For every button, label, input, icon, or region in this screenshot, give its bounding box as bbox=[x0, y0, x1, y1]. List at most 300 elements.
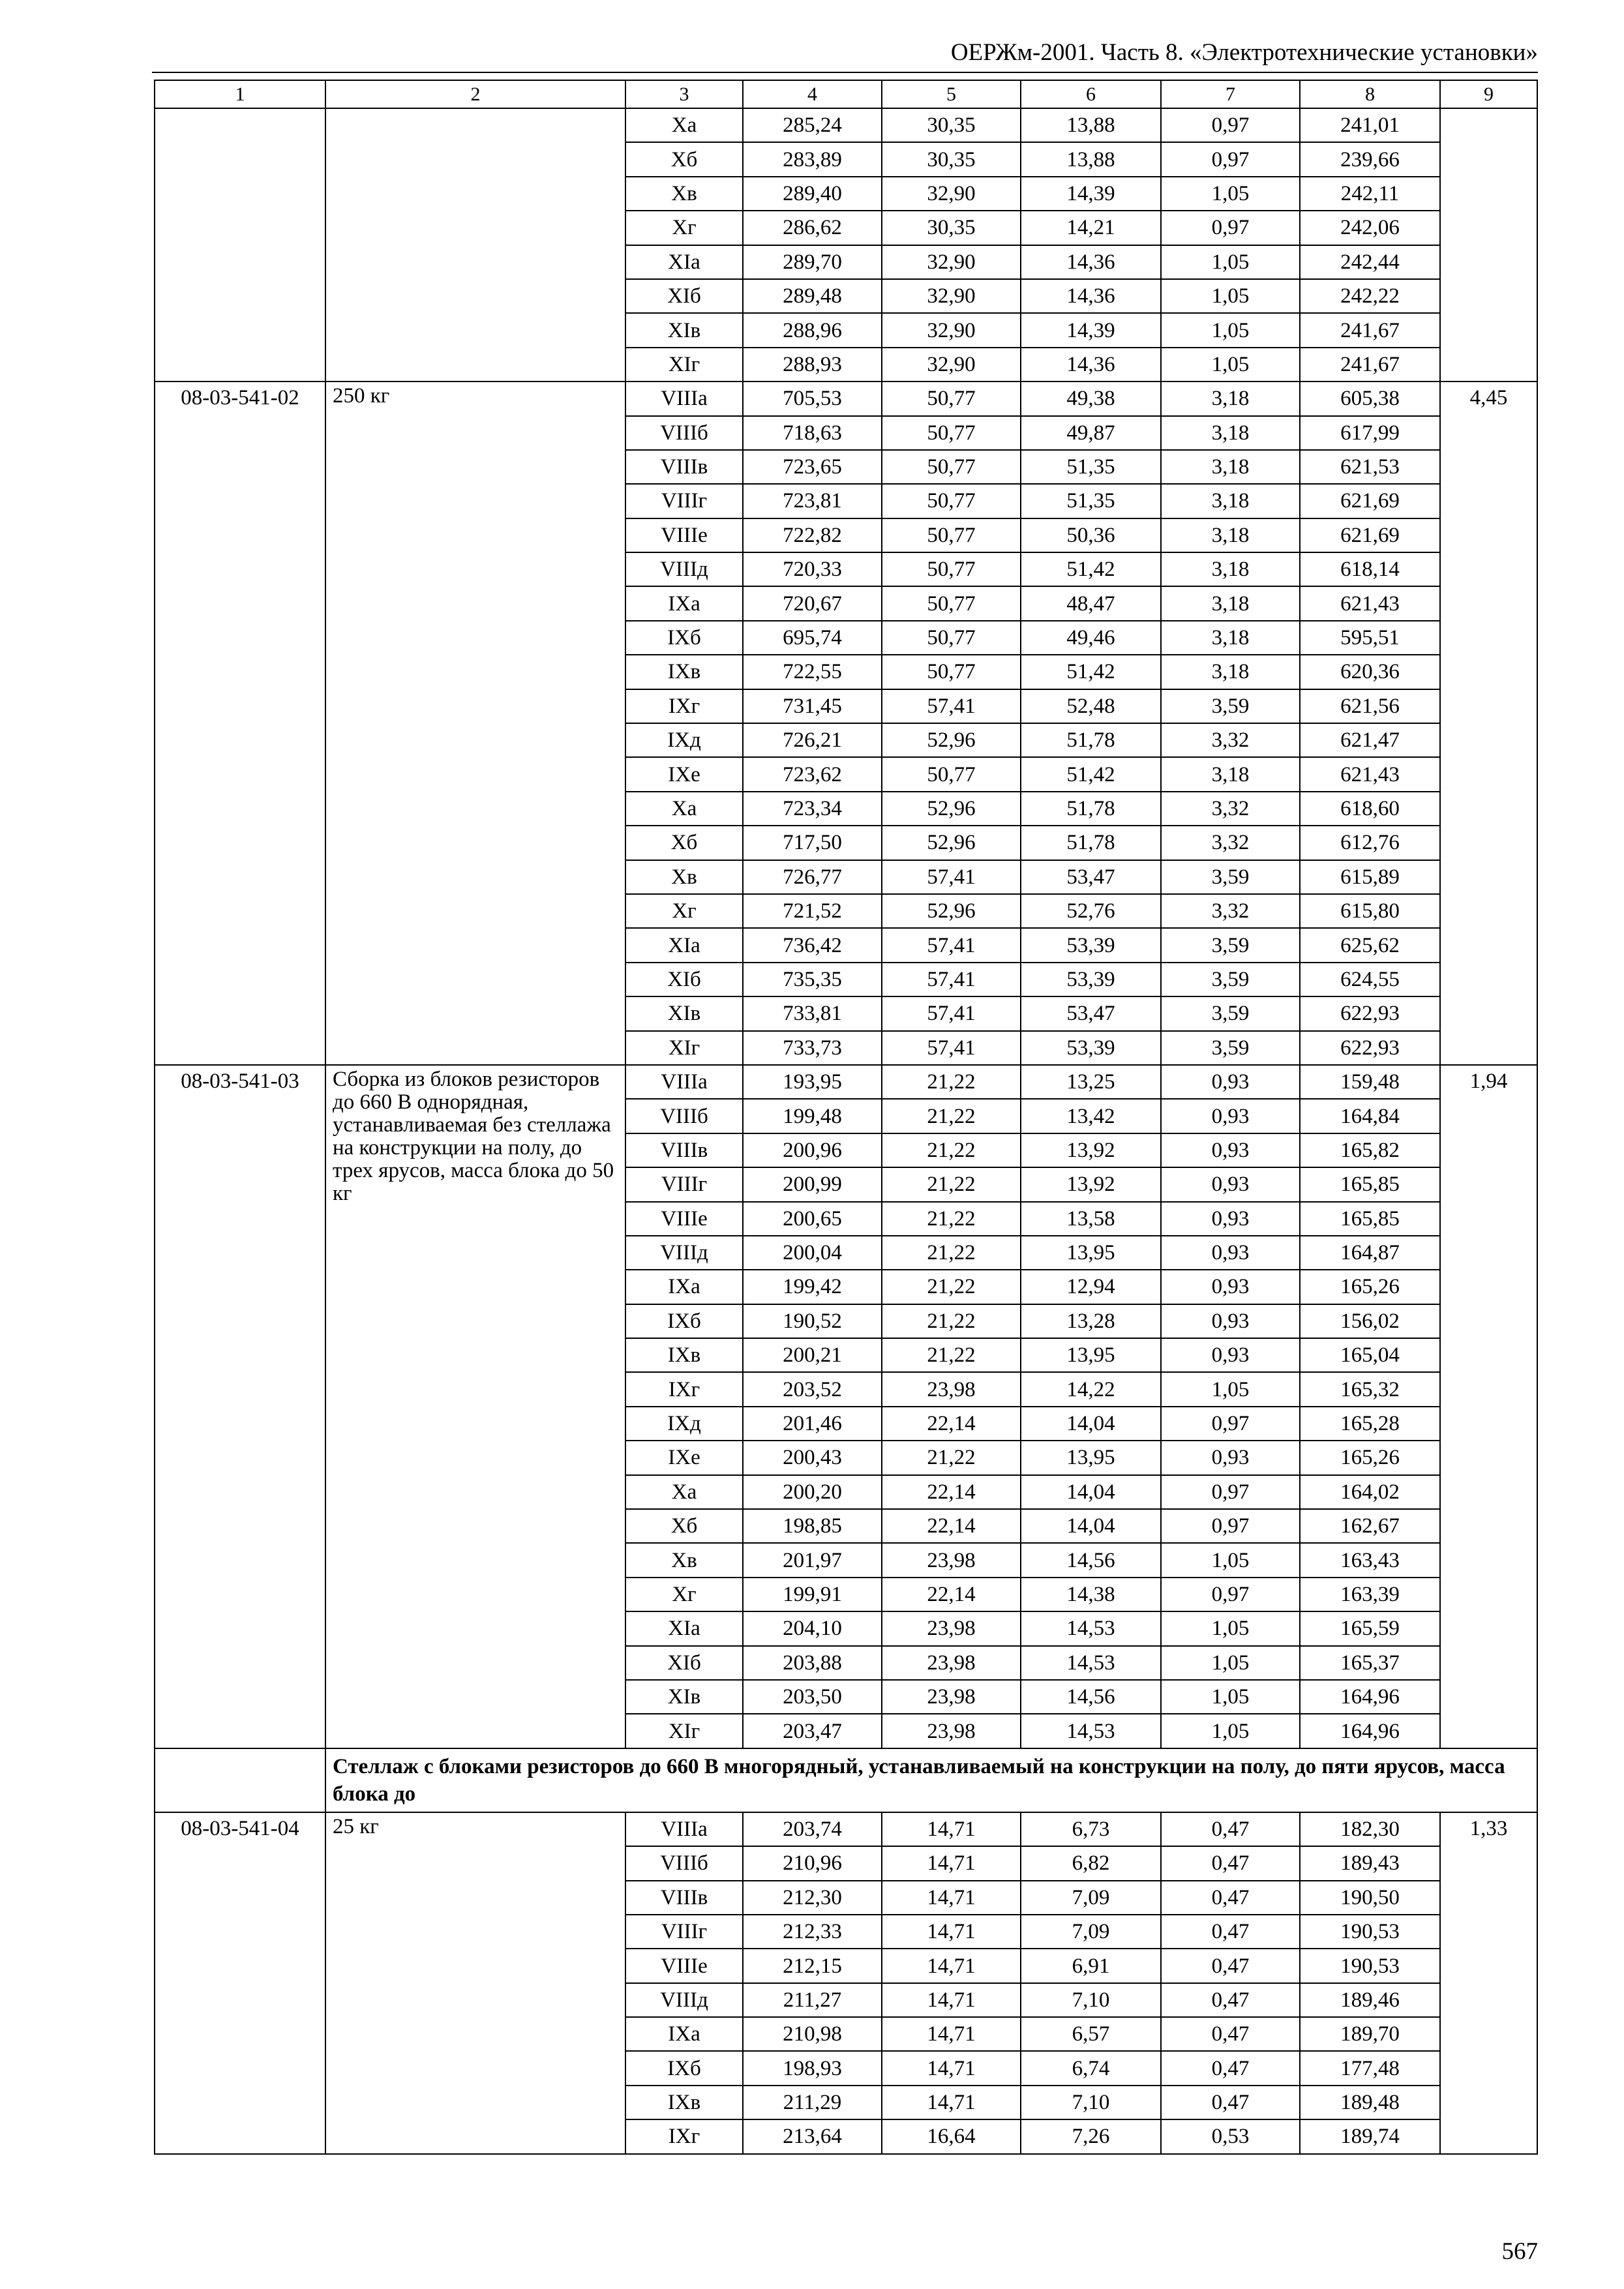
machine-wages: 0,93 bbox=[1161, 1065, 1300, 1099]
labor-wages: 21,22 bbox=[882, 1441, 1021, 1474]
direct-cost: 200,65 bbox=[743, 1202, 882, 1236]
labor-wages: 21,22 bbox=[882, 1167, 1021, 1201]
region-zone: VIIIе bbox=[625, 1949, 743, 1982]
column-number: 4 bbox=[743, 80, 882, 108]
machine-wages: 0,47 bbox=[1161, 1846, 1300, 1880]
labor-wages: 30,35 bbox=[882, 108, 1021, 142]
direct-cost: 736,42 bbox=[743, 928, 882, 962]
materials: 189,74 bbox=[1300, 2119, 1440, 2153]
machine-wages: 3,18 bbox=[1161, 621, 1300, 655]
materials: 241,67 bbox=[1300, 348, 1440, 382]
direct-cost: 723,81 bbox=[743, 484, 882, 518]
region-zone: XIг bbox=[625, 1714, 743, 1748]
labor-wages: 14,71 bbox=[882, 1915, 1021, 1949]
direct-cost: 286,62 bbox=[743, 211, 882, 245]
machine-wages: 0,93 bbox=[1161, 1304, 1300, 1338]
labor-wages: 21,22 bbox=[882, 1338, 1021, 1372]
materials: 621,69 bbox=[1300, 518, 1440, 552]
machine-wages: 1,05 bbox=[1161, 313, 1300, 347]
machine-operation: 14,36 bbox=[1021, 279, 1161, 313]
materials: 190,53 bbox=[1300, 1915, 1440, 1949]
machine-wages: 0,53 bbox=[1161, 2119, 1300, 2153]
direct-cost: 723,65 bbox=[743, 450, 882, 484]
machine-operation: 7,10 bbox=[1021, 2086, 1161, 2119]
materials: 164,96 bbox=[1300, 1714, 1440, 1748]
machine-operation: 49,87 bbox=[1021, 416, 1161, 450]
machine-wages: 3,59 bbox=[1161, 1031, 1300, 1065]
materials: 165,85 bbox=[1300, 1167, 1440, 1201]
machine-wages: 0,47 bbox=[1161, 1949, 1300, 1982]
materials: 241,67 bbox=[1300, 313, 1440, 347]
labor-wages: 23,98 bbox=[882, 1543, 1021, 1577]
machine-wages: 3,32 bbox=[1161, 826, 1300, 860]
materials: 621,43 bbox=[1300, 757, 1440, 791]
materials: 242,22 bbox=[1300, 279, 1440, 313]
machine-operation: 53,47 bbox=[1021, 860, 1161, 894]
region-zone: VIIIб bbox=[625, 1846, 743, 1880]
direct-cost: 283,89 bbox=[743, 142, 882, 176]
machine-wages: 3,18 bbox=[1161, 450, 1300, 484]
labor-wages: 21,22 bbox=[882, 1304, 1021, 1338]
machine-wages: 3,32 bbox=[1161, 723, 1300, 757]
region-zone: Xг bbox=[625, 894, 743, 928]
region-zone: XIa bbox=[625, 245, 743, 279]
labor-wages: 21,22 bbox=[882, 1133, 1021, 1167]
materials: 618,60 bbox=[1300, 792, 1440, 826]
machine-operation: 7,10 bbox=[1021, 1983, 1161, 2017]
region-zone: IXб bbox=[625, 1304, 743, 1338]
labor-wages: 14,71 bbox=[882, 2051, 1021, 2085]
machine-wages: 1,05 bbox=[1161, 245, 1300, 279]
direct-cost: 285,24 bbox=[743, 108, 882, 142]
labor-wages: 22,14 bbox=[882, 1407, 1021, 1441]
machine-operation: 51,35 bbox=[1021, 484, 1161, 518]
machine-wages: 0,47 bbox=[1161, 2086, 1300, 2119]
machine-operation: 6,73 bbox=[1021, 1812, 1161, 1846]
labor-wages: 14,71 bbox=[882, 2086, 1021, 2119]
machine-operation: 6,57 bbox=[1021, 2017, 1161, 2051]
region-zone: VIIIд bbox=[625, 552, 743, 586]
labor-wages: 52,96 bbox=[882, 826, 1021, 860]
machine-wages: 3,18 bbox=[1161, 757, 1300, 791]
labor-wages: 50,77 bbox=[882, 518, 1021, 552]
region-zone: IXд bbox=[625, 723, 743, 757]
labor-wages: 50,77 bbox=[882, 416, 1021, 450]
materials: 165,04 bbox=[1300, 1338, 1440, 1372]
machine-wages: 3,59 bbox=[1161, 860, 1300, 894]
direct-cost: 200,20 bbox=[743, 1475, 882, 1509]
direct-cost: 289,70 bbox=[743, 245, 882, 279]
machine-wages: 3,18 bbox=[1161, 382, 1300, 415]
machine-operation: 52,76 bbox=[1021, 894, 1161, 928]
direct-cost: 203,52 bbox=[743, 1372, 882, 1406]
machine-operation: 13,92 bbox=[1021, 1133, 1161, 1167]
header-rule bbox=[152, 72, 1538, 73]
machine-operation: 53,39 bbox=[1021, 928, 1161, 962]
column-number: 5 bbox=[882, 80, 1021, 108]
machine-operation: 14,56 bbox=[1021, 1543, 1161, 1577]
rate-code: 08-03-541-02 bbox=[155, 382, 325, 1065]
labor-wages: 21,22 bbox=[882, 1202, 1021, 1236]
direct-cost: 717,50 bbox=[743, 826, 882, 860]
direct-cost: 199,42 bbox=[743, 1270, 882, 1304]
labor-wages: 14,71 bbox=[882, 2017, 1021, 2051]
machine-wages: 3,18 bbox=[1161, 484, 1300, 518]
labor-wages: 21,22 bbox=[882, 1065, 1021, 1099]
direct-cost: 204,10 bbox=[743, 1611, 882, 1645]
direct-cost: 203,88 bbox=[743, 1646, 882, 1680]
region-zone: IXб bbox=[625, 621, 743, 655]
rate-description: Сборка из блоков резисторов до 660 В однорядная, устанавливаемая без стеллажа на конструкции на полу, до трех ярусов, масса блока до 50 кг bbox=[325, 1065, 625, 1748]
direct-cost: 289,48 bbox=[743, 279, 882, 313]
rate-code: 08-03-541-04 bbox=[155, 1812, 325, 2154]
machine-wages: 3,59 bbox=[1161, 689, 1300, 723]
direct-cost: 733,73 bbox=[743, 1031, 882, 1065]
labor-wages: 21,22 bbox=[882, 1099, 1021, 1133]
machine-operation: 7,09 bbox=[1021, 1881, 1161, 1915]
machine-operation: 14,04 bbox=[1021, 1509, 1161, 1543]
direct-cost: 201,46 bbox=[743, 1407, 882, 1441]
machine-operation: 7,26 bbox=[1021, 2119, 1161, 2153]
region-zone: VIIIa bbox=[625, 382, 743, 415]
materials: 164,87 bbox=[1300, 1236, 1440, 1270]
machine-wages: 1,05 bbox=[1161, 1372, 1300, 1406]
page-number: 567 bbox=[1501, 2238, 1538, 2265]
materials: 625,62 bbox=[1300, 928, 1440, 962]
materials: 621,69 bbox=[1300, 484, 1440, 518]
materials: 164,84 bbox=[1300, 1099, 1440, 1133]
machine-wages: 3,32 bbox=[1161, 894, 1300, 928]
region-zone: Xв bbox=[625, 177, 743, 211]
direct-cost: 212,30 bbox=[743, 1881, 882, 1915]
region-zone: Xб bbox=[625, 142, 743, 176]
labor-wages: 50,77 bbox=[882, 655, 1021, 689]
materials: 164,96 bbox=[1300, 1680, 1440, 1714]
machine-operation: 50,36 bbox=[1021, 518, 1161, 552]
machine-wages: 0,97 bbox=[1161, 142, 1300, 176]
machine-operation: 13,88 bbox=[1021, 108, 1161, 142]
labor-wages: 23,98 bbox=[882, 1372, 1021, 1406]
materials: 239,66 bbox=[1300, 142, 1440, 176]
direct-cost: 200,99 bbox=[743, 1167, 882, 1201]
materials: 621,56 bbox=[1300, 689, 1440, 723]
machine-operation: 7,09 bbox=[1021, 1915, 1161, 1949]
machine-operation: 13,95 bbox=[1021, 1236, 1161, 1270]
region-zone: XIб bbox=[625, 1646, 743, 1680]
page-header: ОЕРЖм-2001. Часть 8. «Электротехнические установки» bbox=[950, 39, 1538, 66]
machine-operation: 6,82 bbox=[1021, 1846, 1161, 1880]
labor-wages: 22,14 bbox=[882, 1475, 1021, 1509]
labor-wages: 57,41 bbox=[882, 996, 1021, 1030]
rate-description: 250 кг bbox=[325, 382, 625, 1065]
direct-cost: 723,34 bbox=[743, 792, 882, 826]
machine-wages: 0,47 bbox=[1161, 1983, 1300, 2017]
region-zone: Xв bbox=[625, 1543, 743, 1577]
direct-cost: 726,77 bbox=[743, 860, 882, 894]
rate-description: 25 кг bbox=[325, 1812, 625, 2154]
table-row bbox=[155, 1812, 1537, 1846]
machine-wages: 1,05 bbox=[1161, 348, 1300, 382]
region-zone: Xб bbox=[625, 826, 743, 860]
materials: 615,80 bbox=[1300, 894, 1440, 928]
materials: 163,43 bbox=[1300, 1543, 1440, 1577]
materials: 621,53 bbox=[1300, 450, 1440, 484]
materials: 164,02 bbox=[1300, 1475, 1440, 1509]
direct-cost: 735,35 bbox=[743, 963, 882, 996]
column-number: 7 bbox=[1161, 80, 1300, 108]
region-zone: XIб bbox=[625, 963, 743, 996]
region-zone: VIIIa bbox=[625, 1812, 743, 1846]
materials: 177,48 bbox=[1300, 2051, 1440, 2085]
region-zone: XIa bbox=[625, 1611, 743, 1645]
machine-operation: 13,25 bbox=[1021, 1065, 1161, 1099]
materials: 622,93 bbox=[1300, 996, 1440, 1030]
machine-operation: 13,58 bbox=[1021, 1202, 1161, 1236]
machine-operation: 14,39 bbox=[1021, 313, 1161, 347]
labor-wages: 23,98 bbox=[882, 1680, 1021, 1714]
region-zone: IXе bbox=[625, 1441, 743, 1474]
materials: 612,76 bbox=[1300, 826, 1440, 860]
machine-operation: 13,28 bbox=[1021, 1304, 1161, 1338]
materials: 190,53 bbox=[1300, 1949, 1440, 1982]
region-zone: XIa bbox=[625, 928, 743, 962]
region-zone: VIIIе bbox=[625, 1202, 743, 1236]
machine-wages: 1,05 bbox=[1161, 1543, 1300, 1577]
machine-wages: 3,59 bbox=[1161, 928, 1300, 962]
direct-cost: 193,95 bbox=[743, 1065, 882, 1099]
region-zone: Xa bbox=[625, 108, 743, 142]
machine-operation: 14,53 bbox=[1021, 1714, 1161, 1748]
region-zone: Xг bbox=[625, 211, 743, 245]
labor-wages: 32,90 bbox=[882, 177, 1021, 211]
region-zone: VIIIa bbox=[625, 1065, 743, 1099]
materials: 605,38 bbox=[1300, 382, 1440, 415]
materials: 165,59 bbox=[1300, 1611, 1440, 1645]
region-zone: VIIIв bbox=[625, 1133, 743, 1167]
direct-cost: 720,33 bbox=[743, 552, 882, 586]
machine-operation: 13,95 bbox=[1021, 1441, 1161, 1474]
machine-wages: 1,05 bbox=[1161, 1714, 1300, 1748]
region-zone: XIв bbox=[625, 996, 743, 1030]
section-title: Стеллаж с блоками резисторов до 660 В многорядный, устанавливаемый на конструкции на полу, до пяти ярусов, масса блока до bbox=[325, 1748, 1537, 1812]
machine-wages: 0,97 bbox=[1161, 211, 1300, 245]
direct-cost: 198,93 bbox=[743, 2051, 882, 2085]
region-zone: IXв bbox=[625, 2086, 743, 2119]
materials: 162,67 bbox=[1300, 1509, 1440, 1543]
materials: 621,43 bbox=[1300, 586, 1440, 620]
region-zone: VIIIб bbox=[625, 1099, 743, 1133]
region-zone: IXa bbox=[625, 2017, 743, 2051]
direct-cost: 200,04 bbox=[743, 1236, 882, 1270]
materials: 615,89 bbox=[1300, 860, 1440, 894]
machine-operation: 14,36 bbox=[1021, 245, 1161, 279]
machine-wages: 3,32 bbox=[1161, 792, 1300, 826]
direct-cost: 211,27 bbox=[743, 1983, 882, 2017]
rate-code: 08-03-541-03 bbox=[155, 1065, 325, 1748]
labor-wages: 52,96 bbox=[882, 723, 1021, 757]
direct-cost: 289,40 bbox=[743, 177, 882, 211]
materials: 242,44 bbox=[1300, 245, 1440, 279]
machine-operation: 51,78 bbox=[1021, 723, 1161, 757]
direct-cost: 288,96 bbox=[743, 313, 882, 347]
region-zone: XIв bbox=[625, 1680, 743, 1714]
region-zone: IXa bbox=[625, 1270, 743, 1304]
machine-wages: 0,93 bbox=[1161, 1236, 1300, 1270]
direct-cost: 203,47 bbox=[743, 1714, 882, 1748]
materials: 165,26 bbox=[1300, 1270, 1440, 1304]
labor-wages: 50,77 bbox=[882, 586, 1021, 620]
region-zone: IXв bbox=[625, 655, 743, 689]
labor-wages: 23,98 bbox=[882, 1646, 1021, 1680]
machine-wages: 0,93 bbox=[1161, 1270, 1300, 1304]
section-heading-row bbox=[155, 1748, 1537, 1812]
region-zone: IXе bbox=[625, 757, 743, 791]
materials: 189,46 bbox=[1300, 1983, 1440, 2017]
labor-wages: 22,14 bbox=[882, 1509, 1021, 1543]
machine-operation: 53,39 bbox=[1021, 963, 1161, 996]
region-zone: IXв bbox=[625, 1338, 743, 1372]
region-zone: Xв bbox=[625, 860, 743, 894]
region-zone: IXг bbox=[625, 2119, 743, 2153]
region-zone: VIIIг bbox=[625, 1167, 743, 1201]
machine-operation: 13,88 bbox=[1021, 142, 1161, 176]
direct-cost: 731,45 bbox=[743, 689, 882, 723]
machine-wages: 0,47 bbox=[1161, 2017, 1300, 2051]
region-zone: IXд bbox=[625, 1407, 743, 1441]
materials: 190,50 bbox=[1300, 1881, 1440, 1915]
region-zone: VIIIв bbox=[625, 1881, 743, 1915]
region-zone: XIв bbox=[625, 313, 743, 347]
region-zone: IXб bbox=[625, 2051, 743, 2085]
labor-wages: 30,35 bbox=[882, 142, 1021, 176]
labor-wages: 57,41 bbox=[882, 1031, 1021, 1065]
materials: 165,85 bbox=[1300, 1202, 1440, 1236]
region-zone: VIIIе bbox=[625, 518, 743, 552]
region-zone: IXa bbox=[625, 586, 743, 620]
machine-wages: 0,97 bbox=[1161, 1407, 1300, 1441]
table-body bbox=[155, 80, 1537, 2154]
labor-wages: 14,71 bbox=[882, 1812, 1021, 1846]
machine-operation: 12,94 bbox=[1021, 1270, 1161, 1304]
labor-wages: 21,22 bbox=[882, 1236, 1021, 1270]
region-zone: XIг bbox=[625, 1031, 743, 1065]
machine-operation: 53,39 bbox=[1021, 1031, 1161, 1065]
region-zone: VIIIб bbox=[625, 416, 743, 450]
machine-operation: 14,04 bbox=[1021, 1475, 1161, 1509]
labor-wages: 57,41 bbox=[882, 689, 1021, 723]
direct-cost: 210,96 bbox=[743, 1846, 882, 1880]
table-row bbox=[155, 108, 1537, 142]
region-zone: VIIIг bbox=[625, 484, 743, 518]
direct-cost: 210,98 bbox=[743, 2017, 882, 2051]
machine-wages: 3,18 bbox=[1161, 655, 1300, 689]
direct-cost: 288,93 bbox=[743, 348, 882, 382]
machine-wages: 3,18 bbox=[1161, 416, 1300, 450]
direct-cost: 721,52 bbox=[743, 894, 882, 928]
materials: 189,70 bbox=[1300, 2017, 1440, 2051]
labor-wages: 50,77 bbox=[882, 621, 1021, 655]
labor-wages: 50,77 bbox=[882, 757, 1021, 791]
labor-wages: 50,77 bbox=[882, 552, 1021, 586]
materials: 242,06 bbox=[1300, 211, 1440, 245]
direct-cost: 722,82 bbox=[743, 518, 882, 552]
machine-wages: 0,93 bbox=[1161, 1133, 1300, 1167]
materials: 156,02 bbox=[1300, 1304, 1440, 1338]
direct-cost: 200,96 bbox=[743, 1133, 882, 1167]
labor-wages: 14,71 bbox=[882, 1983, 1021, 2017]
direct-cost: 212,33 bbox=[743, 1915, 882, 1949]
machine-wages: 0,47 bbox=[1161, 1915, 1300, 1949]
region-zone: Xa bbox=[625, 792, 743, 826]
region-zone: XIб bbox=[625, 279, 743, 313]
machine-wages: 3,18 bbox=[1161, 518, 1300, 552]
region-zone: Xб bbox=[625, 1509, 743, 1543]
materials: 189,43 bbox=[1300, 1846, 1440, 1880]
machine-operation: 51,42 bbox=[1021, 552, 1161, 586]
machine-wages: 0,93 bbox=[1161, 1202, 1300, 1236]
labor-cost bbox=[1440, 108, 1537, 382]
materials: 621,47 bbox=[1300, 723, 1440, 757]
column-number: 8 bbox=[1300, 80, 1440, 108]
machine-operation: 14,53 bbox=[1021, 1646, 1161, 1680]
column-number: 9 bbox=[1440, 80, 1537, 108]
machine-operation: 51,78 bbox=[1021, 792, 1161, 826]
labor-wages: 32,90 bbox=[882, 245, 1021, 279]
column-number: 6 bbox=[1021, 80, 1161, 108]
direct-cost: 211,29 bbox=[743, 2086, 882, 2119]
machine-operation: 51,35 bbox=[1021, 450, 1161, 484]
machine-wages: 1,05 bbox=[1161, 177, 1300, 211]
materials: 622,93 bbox=[1300, 1031, 1440, 1065]
column-number-row bbox=[155, 80, 1537, 108]
machine-operation: 13,92 bbox=[1021, 1167, 1161, 1201]
direct-cost: 726,21 bbox=[743, 723, 882, 757]
region-zone: VIIIд bbox=[625, 1983, 743, 2017]
labor-wages: 32,90 bbox=[882, 313, 1021, 347]
direct-cost: 212,15 bbox=[743, 1949, 882, 1982]
direct-cost: 720,67 bbox=[743, 586, 882, 620]
machine-wages: 3,18 bbox=[1161, 586, 1300, 620]
direct-cost: 722,55 bbox=[743, 655, 882, 689]
machine-operation: 52,48 bbox=[1021, 689, 1161, 723]
direct-cost: 199,48 bbox=[743, 1099, 882, 1133]
labor-wages: 50,77 bbox=[882, 382, 1021, 415]
machine-operation: 53,47 bbox=[1021, 996, 1161, 1030]
direct-cost: 198,85 bbox=[743, 1509, 882, 1543]
machine-operation: 6,91 bbox=[1021, 1949, 1161, 1982]
materials: 595,51 bbox=[1300, 621, 1440, 655]
machine-wages: 0,97 bbox=[1161, 1578, 1300, 1611]
labor-wages: 30,35 bbox=[882, 211, 1021, 245]
machine-operation: 14,36 bbox=[1021, 348, 1161, 382]
table-row bbox=[155, 382, 1537, 415]
materials: 163,39 bbox=[1300, 1578, 1440, 1611]
direct-cost: 203,74 bbox=[743, 1812, 882, 1846]
machine-wages: 1,05 bbox=[1161, 1646, 1300, 1680]
machine-operation: 49,38 bbox=[1021, 382, 1161, 415]
labor-wages: 23,98 bbox=[882, 1714, 1021, 1748]
materials: 165,28 bbox=[1300, 1407, 1440, 1441]
machine-operation: 14,53 bbox=[1021, 1611, 1161, 1645]
labor-cost: 1,33 bbox=[1440, 1812, 1537, 2154]
materials: 165,26 bbox=[1300, 1441, 1440, 1474]
machine-operation: 14,56 bbox=[1021, 1680, 1161, 1714]
region-zone: Xa bbox=[625, 1475, 743, 1509]
machine-wages: 3,18 bbox=[1161, 552, 1300, 586]
machine-wages: 0,93 bbox=[1161, 1338, 1300, 1372]
direct-cost: 200,43 bbox=[743, 1441, 882, 1474]
materials: 165,82 bbox=[1300, 1133, 1440, 1167]
